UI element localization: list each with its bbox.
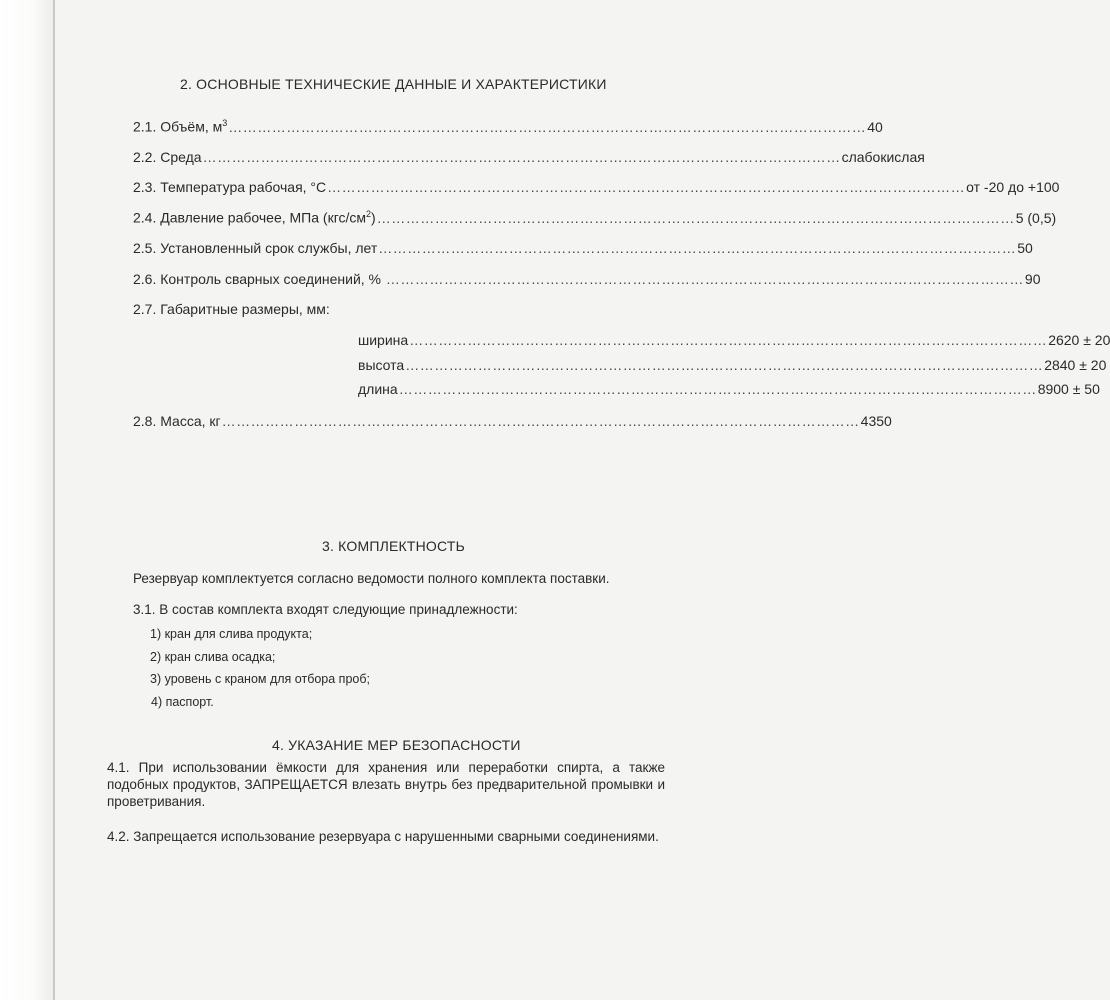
list-item: 2) кран слива осадка; [150,650,276,664]
spec-dimension-length-label: длина [358,381,398,397]
spec-dimension-length-value: 8900 ± 50 [1037,381,1100,397]
section-4-2-paragraph: 4.2. Запрещается использование резервуара с нарушенными сварными соединениями. [107,829,659,844]
spec-mass-value: 4350 [860,413,892,429]
section-3-title: 3. КОМПЛЕКТНОСТЬ [322,538,465,554]
spec-dimension-width-value: 2620 ± 20 [1048,332,1110,348]
spec-service-life-label: 2.5. Установленный срок службы, лет [133,240,378,256]
spec-temperature-value: от -20 до +100 [966,179,1060,195]
spec-dimension-height-label: высота [358,357,405,373]
spec-weld-control-value: 90 [1024,271,1041,287]
list-item: 1) кран для слива продукта; [150,627,313,641]
spec-medium-value: слабокислая [841,149,925,165]
list-item: 4) паспорт. [151,695,214,709]
spec-pressure [133,209,1057,226]
spec-medium [133,149,925,165]
spec-volume-unit-sup: 3 [222,118,228,128]
spec-temperature [133,179,1060,195]
dot-leader: …………………………………………………………………………………………………………………… [409,332,1048,348]
spec-pressure-value: 5 (0,5) [1015,209,1057,226]
spec-pressure-label: 2.4. Давление рабочее, МПа (кгс/см [133,209,367,226]
dot-leader: …………………………………………………………………………………………………………………… [378,240,1017,256]
section-3-1-title: 3.1. В состав комплекта входят следующие принадлежности: [133,602,518,617]
spec-volume [133,118,883,135]
spec-dimensions-label: 2.7. Габаритные размеры, мм: [133,301,330,317]
dot-leader: …………………………………………………………………………………………………………………… [221,413,860,429]
section-3-intro: Резервуар комплектуется согласно ведомости полного комплекта поставки. [133,571,610,586]
section-4-title: 4. УКАЗАНИЕ МЕР БЕЗОПАСНОСТИ [272,737,521,753]
spec-temperature-label: 2.3. Температура рабочая, °С [133,179,327,195]
spec-medium-label: 2.2. Среда [133,149,202,165]
spec-pressure-label-end: ) [371,209,376,226]
spec-service-life-value: 50 [1017,240,1033,256]
dot-leader: …………………………………………………………………………………………………………………… [385,271,1024,287]
spec-volume-value: 40 [867,118,883,135]
spec-weld-control [133,271,1041,287]
section-4-1-paragraph: 4.1. При использовании ёмкости для хранения или переработки спирта, а также подобных продуктов, ЗАПРЕЩАЕТСЯ влезать внутрь без предварительной промывки и проветривания. [107,760,665,809]
list-item: 3) уровень с краном для отбора проб; [150,672,370,686]
spec-dimension-height-value: 2840 ± 20 [1044,357,1107,373]
spec-volume-label: 2.1. Объём, м [133,118,223,135]
section-2-title: 2. ОСНОВНЫЕ ТЕХНИЧЕСКИЕ ДАННЫЕ И ХАРАКТЕРИСТИКИ [180,76,607,92]
spec-mass-label: 2.8. Масса, кг [133,413,221,429]
dot-leader: …………………………………………………………………………………………………………………… [202,149,841,165]
dot-leader: …………………………………………………………………………………………………………………… [405,357,1044,373]
spec-pressure-unit-sup: 2 [366,209,372,219]
spec-mass [133,413,892,429]
spec-dimension-width-label: ширина [358,332,409,348]
spec-service-life [133,240,1033,256]
spec-dimension-height [358,357,1107,373]
dot-leader: …………………………………………………………………………………………………………………… [327,179,966,195]
spec-dimension-width [358,332,1110,348]
dot-leader: …………………………………………………………………………………………………………………… [398,381,1037,397]
spec-weld-control-label: 2.6. Контроль сварных соединений, % [133,271,385,287]
dot-leader: …………………………………………………………………………………………………………………… [228,118,867,135]
spec-dimension-length [358,381,1100,397]
dot-leader: …………………………………………………………………………………………………………………… [376,209,1015,226]
